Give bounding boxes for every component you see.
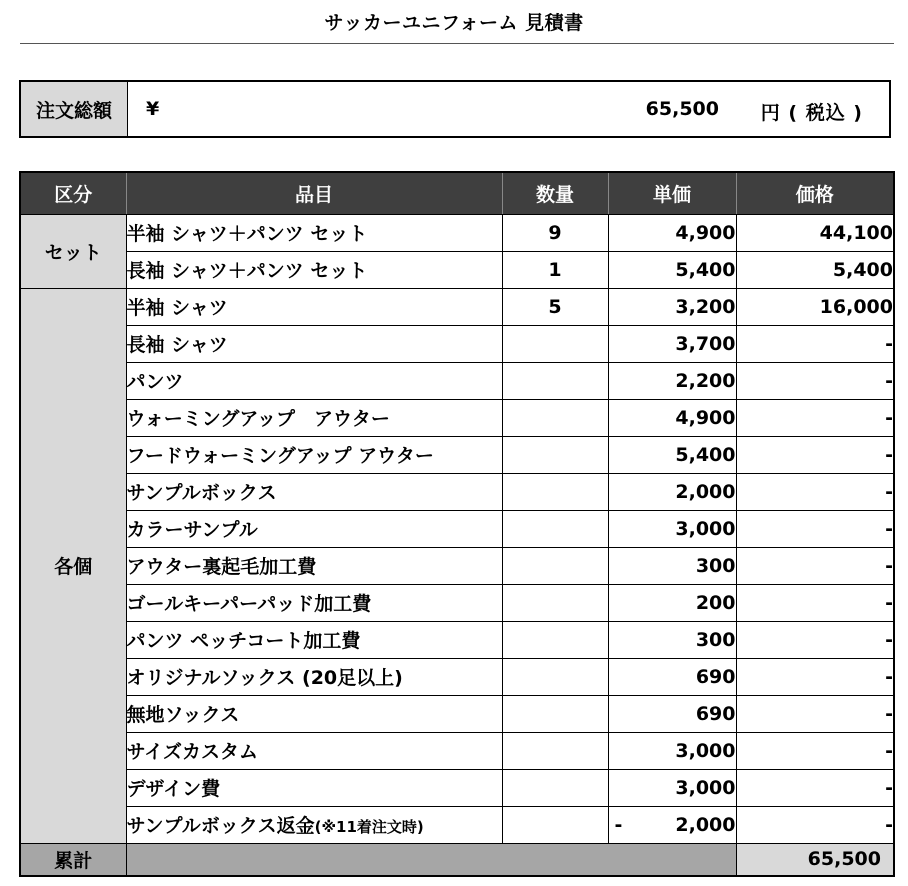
sum-label: 累計 <box>20 843 126 876</box>
unit-price-cell: 3,200 <box>608 288 736 325</box>
unit-price-cell: 690 <box>608 658 736 695</box>
unit-price-cell: 2,200 <box>608 362 736 399</box>
category-cell-individual: 各個 <box>20 288 126 843</box>
quantity-cell[interactable] <box>502 621 608 658</box>
item-cell: 半袖 シャツ <box>126 288 502 325</box>
quote-table <box>19 171 895 877</box>
quantity-cell[interactable] <box>502 658 608 695</box>
unit-price-cell <box>608 806 736 843</box>
quantity-cell[interactable] <box>502 584 608 621</box>
category-cell-set: セット <box>20 214 126 288</box>
table-row <box>20 806 894 843</box>
price-cell: - <box>736 658 894 695</box>
order-total-box <box>19 80 891 138</box>
price-cell: - <box>736 584 894 621</box>
header-price: 価格 <box>736 172 894 214</box>
quantity-cell[interactable]: 1 <box>502 251 608 288</box>
quantity-cell[interactable] <box>502 732 608 769</box>
table-row <box>20 399 894 436</box>
order-total-unit: 円 ( 税込 ) <box>760 102 863 124</box>
table-row <box>20 621 894 658</box>
item-cell: 半袖 シャツ＋パンツ セット <box>126 214 502 251</box>
quantity-cell[interactable]: 9 <box>502 214 608 251</box>
table-row <box>20 436 894 473</box>
sum-row <box>20 843 894 876</box>
price-cell: - <box>736 769 894 806</box>
quantity-cell[interactable] <box>502 547 608 584</box>
header-item: 品目 <box>126 172 502 214</box>
table-row <box>20 214 894 251</box>
order-total-label: 注文総額 <box>21 82 128 136</box>
currency-symbol: ¥ <box>146 98 160 120</box>
unit-price-cell: 4,900 <box>608 399 736 436</box>
price-cell: - <box>736 695 894 732</box>
quantity-cell[interactable] <box>502 510 608 547</box>
unit-price-cell: 5,400 <box>608 436 736 473</box>
quantity-cell[interactable] <box>502 806 608 843</box>
order-total-value <box>128 82 889 136</box>
table-row <box>20 769 894 806</box>
quantity-cell[interactable] <box>502 473 608 510</box>
negative-sign: - <box>614 813 623 836</box>
table-row <box>20 695 894 732</box>
table-row <box>20 510 894 547</box>
price-cell: - <box>736 362 894 399</box>
unit-price-cell: 4,900 <box>608 214 736 251</box>
price-cell: - <box>736 473 894 510</box>
table-row <box>20 473 894 510</box>
item-cell: オリジナルソックス (20足以上) <box>126 658 502 695</box>
item-cell: ゴールキーパーパッド加工費 <box>126 584 502 621</box>
title-divider <box>20 43 894 44</box>
item-cell: ウォーミングアップ アウター <box>126 399 502 436</box>
item-cell <box>126 806 502 843</box>
quantity-cell[interactable] <box>502 325 608 362</box>
quantity-cell[interactable] <box>502 362 608 399</box>
quantity-cell[interactable]: 5 <box>502 288 608 325</box>
unit-price-cell: 3,700 <box>608 325 736 362</box>
unit-price-cell: 3,000 <box>608 510 736 547</box>
price-cell: - <box>736 436 894 473</box>
unit-price-value: 2,000 <box>675 813 736 836</box>
table-row <box>20 288 894 325</box>
unit-price-cell: 300 <box>608 621 736 658</box>
table-header-row <box>20 172 894 214</box>
price-cell: - <box>736 621 894 658</box>
unit-price-cell: 3,000 <box>608 732 736 769</box>
order-total-amount: 65,500 <box>645 98 719 120</box>
item-cell: デザイン費 <box>126 769 502 806</box>
price-cell: - <box>736 547 894 584</box>
unit-price-cell: 690 <box>608 695 736 732</box>
table-row <box>20 547 894 584</box>
quantity-cell[interactable] <box>502 769 608 806</box>
sum-value: 65,500 <box>736 843 894 876</box>
sum-filler <box>126 843 736 876</box>
item-cell: 長袖 シャツ＋パンツ セット <box>126 251 502 288</box>
item-label: サンプルボックス返金 <box>126 815 315 837</box>
item-cell: フードウォーミングアップ アウター <box>126 436 502 473</box>
price-cell: - <box>736 732 894 769</box>
item-cell: サンプルボックス <box>126 473 502 510</box>
quantity-cell[interactable] <box>502 399 608 436</box>
unit-price-cell: 5,400 <box>608 251 736 288</box>
unit-price-cell: 2,000 <box>608 473 736 510</box>
table-row <box>20 325 894 362</box>
unit-price-cell: 200 <box>608 584 736 621</box>
unit-price-cell: 300 <box>608 547 736 584</box>
item-cell: カラーサンプル <box>126 510 502 547</box>
item-cell: パンツ <box>126 362 502 399</box>
header-category: 区分 <box>20 172 126 214</box>
table-row <box>20 732 894 769</box>
item-note: (※11着注文時) <box>314 818 424 836</box>
price-cell: - <box>736 806 894 843</box>
price-cell: - <box>736 510 894 547</box>
table-row <box>20 584 894 621</box>
item-cell: 無地ソックス <box>126 695 502 732</box>
item-cell: 長袖 シャツ <box>126 325 502 362</box>
quantity-cell[interactable] <box>502 695 608 732</box>
price-cell: - <box>736 399 894 436</box>
header-unit-price: 単価 <box>608 172 736 214</box>
item-cell: サイズカスタム <box>126 732 502 769</box>
price-cell: 5,400 <box>736 251 894 288</box>
item-cell: アウター裏起毛加工費 <box>126 547 502 584</box>
table-row <box>20 251 894 288</box>
table-row <box>20 658 894 695</box>
price-cell: - <box>736 325 894 362</box>
quantity-cell[interactable] <box>502 436 608 473</box>
header-quantity: 数量 <box>502 172 608 214</box>
table-row <box>20 362 894 399</box>
price-cell: 16,000 <box>736 288 894 325</box>
item-cell: パンツ ペッチコート加工費 <box>126 621 502 658</box>
unit-price-cell: 3,000 <box>608 769 736 806</box>
document-title: サッカーユニフォーム 見積書 <box>324 12 584 34</box>
price-cell: 44,100 <box>736 214 894 251</box>
